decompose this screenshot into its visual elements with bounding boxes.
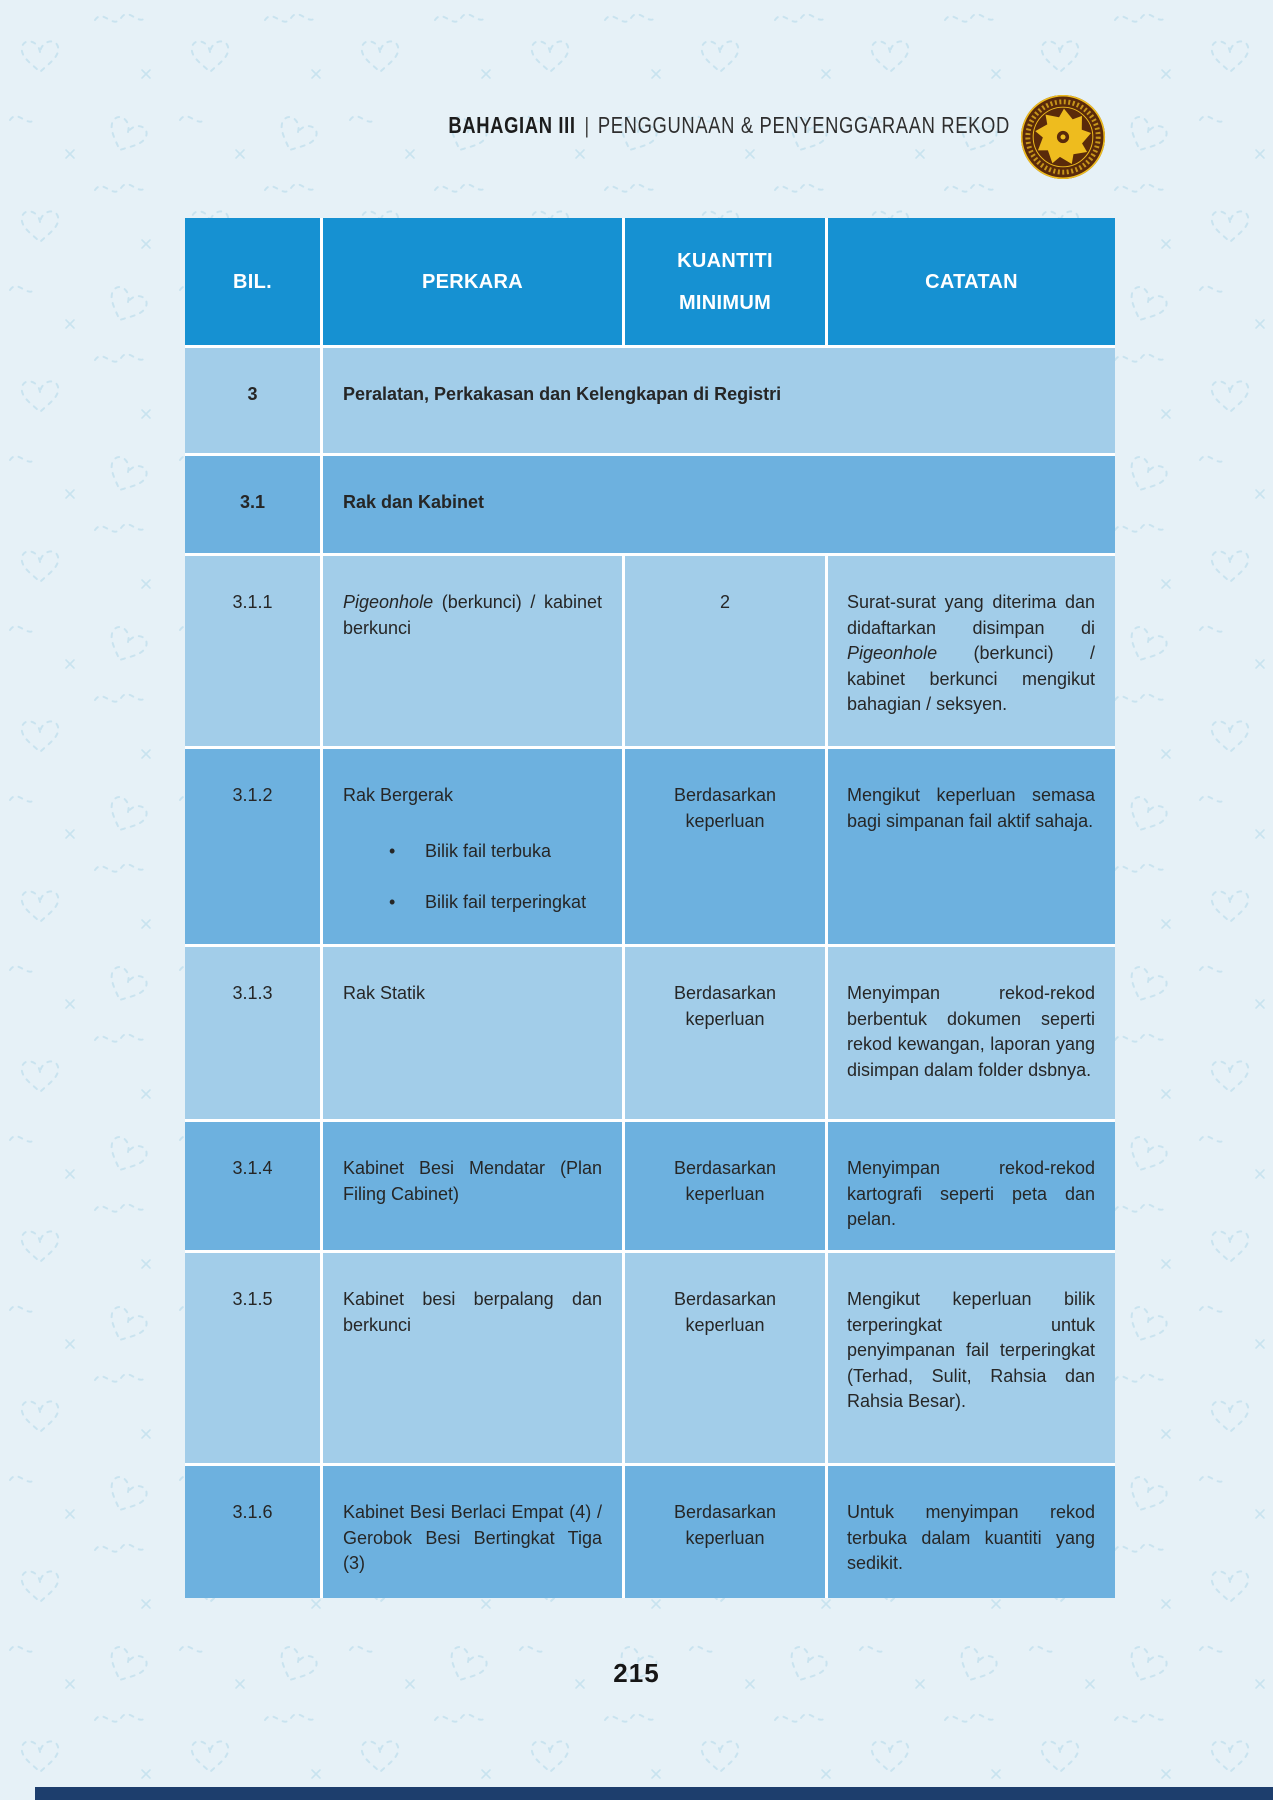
row-kuantiti: Berdasarkan keperluan — [625, 749, 825, 944]
row-bil: 3.1.3 — [185, 947, 320, 1119]
row-bil: 3.1.4 — [185, 1122, 320, 1250]
column-header-bil: BIL. — [185, 218, 320, 345]
column-header-catatan: CATATAN — [828, 218, 1115, 345]
row-catatan: Untuk menyimpan rekod terbuka dalam kuantiti yang sedikit. — [828, 1466, 1115, 1598]
row-perkara — [323, 749, 622, 944]
row-bil: 3.1.2 — [185, 749, 320, 944]
perkara-label: Rak Bergerak — [343, 785, 454, 805]
arkib-negara-seal-logo — [1019, 93, 1107, 181]
row-kuantiti: Berdasarkan keperluan — [625, 1122, 825, 1250]
bullet-item: • Bilik fail terperingkat — [389, 890, 602, 916]
row-catatan: Menyimpan rekod-rekod berbentuk dokumen seperti rekod kewangan, laporan yang disimpan dalam folder dsbnya. — [828, 947, 1115, 1119]
section-row-title: Peralatan, Perkakasan dan Kelengkapan di Registri — [323, 348, 1115, 453]
row-kuantiti: Berdasarkan keperluan — [625, 1253, 825, 1463]
row-bil: 3.1.6 — [185, 1466, 320, 1598]
section-row-bil: 3 — [185, 348, 320, 453]
row-bil: 3.1.5 — [185, 1253, 320, 1463]
bullet-item: • Bilik fail terbuka — [389, 839, 602, 865]
row-catatan: Menyimpan rekod-rekod kartografi seperti peta dan pelan. — [828, 1122, 1115, 1250]
row-perkara: Kabinet besi berpalang dan berkunci — [323, 1253, 622, 1463]
row-bil: 3.1.1 — [185, 556, 320, 746]
equipment-table — [185, 218, 1115, 1598]
perkara-italic-term: Pigeonhole — [343, 592, 434, 612]
running-header — [448, 112, 1010, 139]
row-kuantiti: 2 — [625, 556, 825, 746]
footer-accent-bar — [35, 1787, 1273, 1800]
row-kuantiti: Berdasarkan keperluan — [625, 1466, 825, 1598]
perkara-bullet-list — [343, 839, 602, 916]
page-number: 215 — [613, 1658, 660, 1688]
section-row-bil: 3.1 — [185, 456, 320, 553]
catatan-italic-term: Pigeonhole — [847, 643, 938, 664]
row-catatan: Surat-surat yang diterima dan didaftarkan disimpan di Pigeonhole (berkunci) / kabinet berkunci mengikut bahagian / seksyen. — [828, 556, 1115, 746]
row-perkara: Pigeonhole (berkunci) / kabinet berkunci — [323, 556, 622, 746]
bullet-icon: • — [389, 892, 396, 913]
row-catatan: Mengikut keperluan semasa bagi simpanan fail aktif sahaja. — [828, 749, 1115, 944]
column-header-kuantiti: KUANTITI MINIMUM — [625, 218, 825, 345]
chapter-title: PENGGUNAAN & PENYENGGARAAN REKOD — [597, 112, 1010, 138]
bullet-icon: • — [389, 840, 396, 861]
column-header-perkara: PERKARA — [323, 218, 622, 345]
row-kuantiti: Berdasarkan keperluan — [625, 947, 825, 1119]
row-catatan: Mengikut keperluan bilik terperingkat untuk penyimpanan fail terperingkat (Terhad, Sulit, Rahsia dan Rahsia Besar). — [828, 1253, 1115, 1463]
row-perkara: Rak Statik — [323, 947, 622, 1119]
section-row-title: Rak dan Kabinet — [323, 456, 1115, 553]
row-perkara: Kabinet Besi Mendatar (Plan Filing Cabinet) — [323, 1122, 622, 1250]
section-label: BAHAGIAN III — [448, 112, 576, 138]
header-separator: | — [584, 113, 590, 138]
row-perkara: Kabinet Besi Berlaci Empat (4) / Gerobok Besi Bertingkat Tiga (3) — [323, 1466, 622, 1598]
